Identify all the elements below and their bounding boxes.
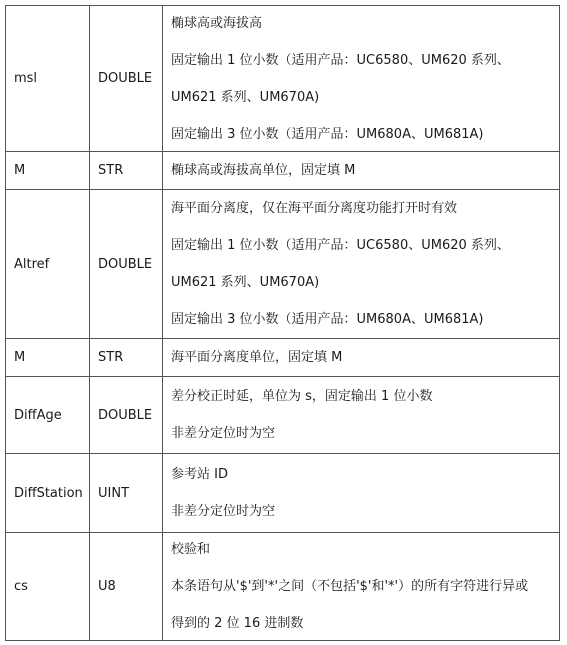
field-description [163, 454, 560, 533]
table-row [6, 533, 560, 641]
table-row [6, 190, 560, 339]
description-line: 海平面分离度单位，固定填 M [171, 350, 343, 365]
description-line: 固定输出 3 位小数（适用产品：UM680A、UM681A) [171, 126, 484, 142]
field-type: STR [90, 339, 163, 377]
field-description [163, 533, 560, 641]
description-line: 非差分定位时为空 [171, 504, 276, 519]
field-name: DiffStation [6, 454, 90, 533]
field-description [163, 339, 560, 377]
field-description [163, 6, 560, 152]
field-type: STR [90, 152, 163, 190]
description-line: 椭球高或海拔高 [171, 15, 263, 31]
description-line: 非差分定位时为空 [171, 426, 276, 441]
description-line: 本条语句从'$'到'*'之间（不包括'$'和'*'）的所有字符进行异或 [171, 579, 529, 594]
description-line: 固定输出 1 位小数（适用产品：UC6580、UM620 系列、 [171, 52, 510, 68]
description-line: 固定输出 3 位小数（适用产品：UM680A、UM681A) [171, 312, 484, 327]
description-line: 差分校正时延，单位为 s，固定输出 1 位小数 [171, 389, 433, 404]
field-name: M [6, 339, 90, 377]
field-description [163, 152, 560, 190]
field-name: Altref [6, 190, 90, 339]
field-name: DiffAge [6, 377, 90, 454]
description-line: 固定输出 1 位小数（适用产品：UC6580、UM620 系列、 [171, 238, 510, 253]
table-row [6, 152, 560, 190]
description-line: 得到的 2 位 16 进制数 [171, 616, 304, 631]
field-name: cs [6, 533, 90, 641]
field-type: DOUBLE [90, 6, 163, 152]
table-row [6, 6, 560, 152]
table-row [6, 377, 560, 454]
field-description [163, 377, 560, 454]
field-type: DOUBLE [90, 377, 163, 454]
description-line: UM621 系列、UM670A) [171, 275, 320, 290]
description-line: 海平面分离度，仅在海平面分离度功能打开时有效 [171, 201, 458, 216]
field-type: U8 [90, 533, 163, 641]
field-name: msl [6, 6, 90, 152]
table-row [6, 339, 560, 377]
description-line: 校验和 [171, 542, 211, 557]
field-spec-table [5, 5, 560, 641]
description-line: 椭球高或海拔高单位，固定填 M [171, 163, 356, 178]
field-name: M [6, 152, 90, 190]
field-description [163, 190, 560, 339]
description-line: 参考站 ID [171, 467, 228, 482]
description-line: UM621 系列、UM670A) [171, 89, 320, 105]
table-row [6, 454, 560, 533]
field-type: DOUBLE [90, 190, 163, 339]
field-type: UINT [90, 454, 163, 533]
